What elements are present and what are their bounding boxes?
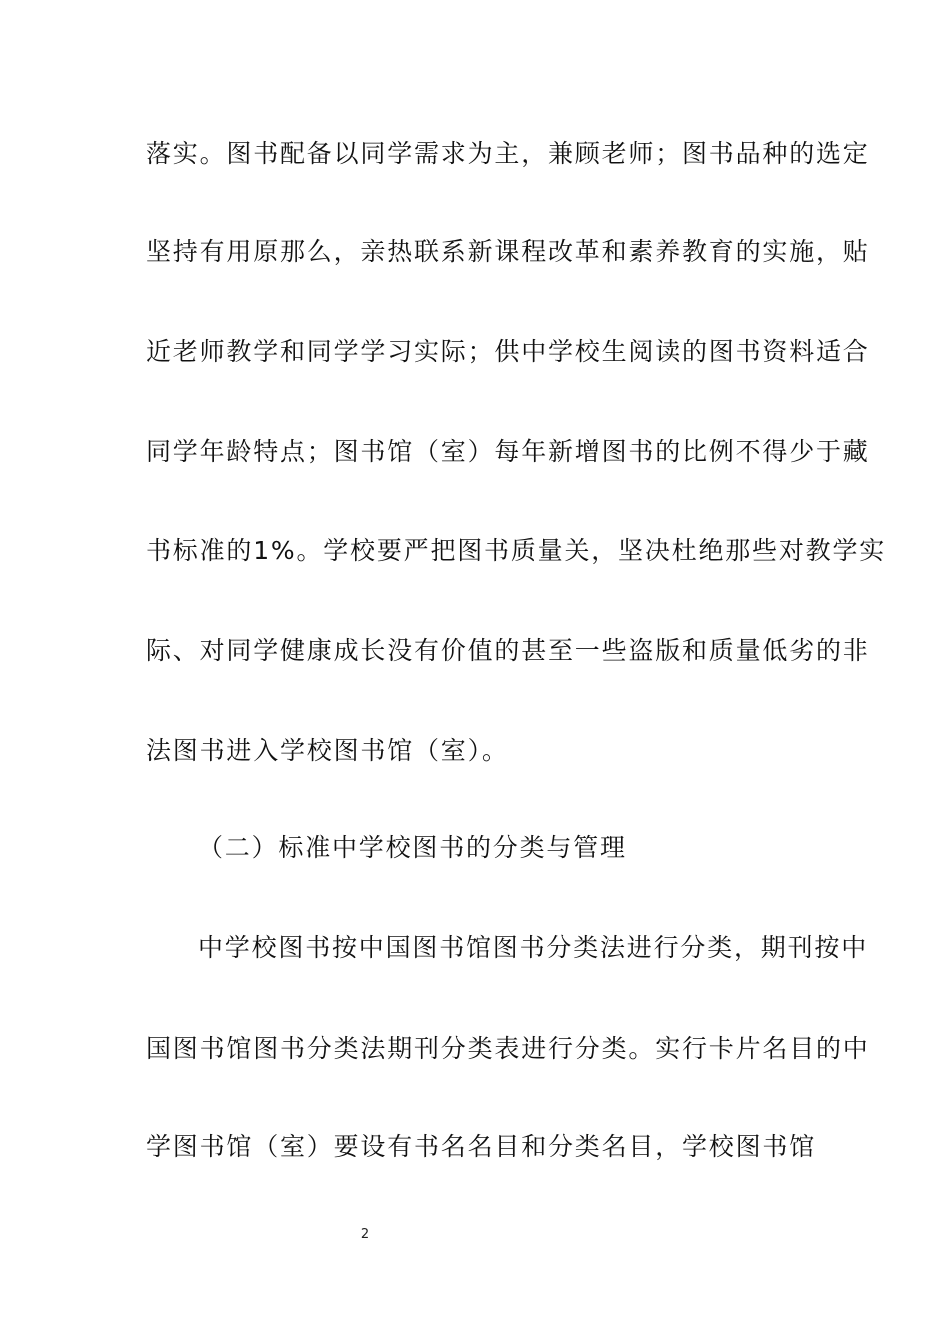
body-text-line: 同学年龄特点；图书馆（室）每年新增图书的比例不得少于藏 (146, 437, 870, 466)
page-number: 2 (360, 1227, 370, 1242)
body-text-line: 学图书馆（室）要设有书名名目和分类名目，学校图书馆 (146, 1132, 817, 1161)
body-text-line: 中学校图书按中国图书馆图书分类法进行分类，期刊按中 (198, 933, 869, 962)
body-text-line: 书标准的1%。学校要严把图书质量关，坚决杜绝那些对教学实 (146, 536, 887, 565)
body-text-line: 际、对同学健康成长没有价值的甚至一些盗版和质量低劣的非 (146, 636, 870, 665)
body-text-line: 法图书进入学校图书馆（室）。 (146, 736, 509, 765)
body-text-line: 坚持有用原那么，亲热联系新课程改革和素养教育的实施，贴 (146, 237, 870, 266)
section-heading: （二）标准中学校图书的分类与管理 (198, 833, 627, 862)
body-text-line: 近老师教学和同学学习实际；供中学校生阅读的图书资料适合 (146, 337, 870, 366)
body-text-line: 落实。图书配备以同学需求为主，兼顾老师；图书品种的选定 (146, 139, 870, 168)
body-text-line: 国图书馆图书分类法期刊分类表进行分类。实行卡片名目的中 (146, 1034, 870, 1063)
